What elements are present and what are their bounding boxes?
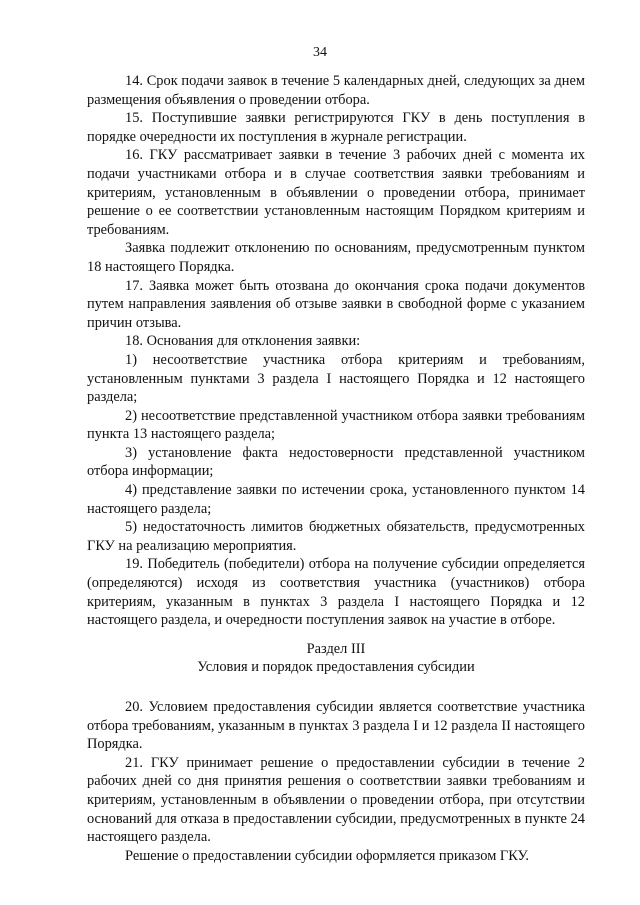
paragraph-17: 17. Заявка может быть отозвана до окончания срока подачи документов путем направления заявления об отзыве заявки в свободной форме с указанием причин отзыва. xyxy=(87,277,585,331)
section-label: Раздел III xyxy=(306,640,366,657)
paragraph-18-item-3: 3) установление факта недостоверности представленной участником отбора информации; xyxy=(87,444,585,480)
paragraph-18-item-5: 5) недостаточность лимитов бюджетных обязательств, предусмотренных ГКУ на реализацию мероприятия. xyxy=(87,519,585,554)
paragraph-15: 15. Поступившие заявки регистрируются ГКУ в день поступления в порядке очередности их поступления в журнале регистрации. xyxy=(87,110,585,145)
paragraph-18-item-1: 1) несоответствие участника отбора критериям и требованиям, установленным пунктами 3 раздела I настоящего Порядка и 12 настоящего раздела; xyxy=(87,351,585,406)
paragraph-18-item-4: 4) представление заявки по истечении срока, установленного пунктом 14 настоящего раздела; xyxy=(87,482,585,517)
paragraph-18-item-2: 2) несоответствие представленной участником отбора заявки требованиям пункта 13 настоящего раздела; xyxy=(87,407,585,443)
section-title-gap xyxy=(87,677,585,698)
paragraph-16-rejection-note: Заявка подлежит отклонению по основаниям, предусмотренным пунктом 18 настоящего Порядка. xyxy=(87,240,585,275)
paragraph-21: 21. ГКУ принимает решение о предоставлении субсидии в течение 2 рабочих дней со дня принятия решения о соответствии заявки требованиям и критериям, установленным в объявлении о проведении отбора, при отсутствии оснований для отказа в предоставлении субсидии, предусмотренных в пункте 24 настоящего раздела. xyxy=(87,754,585,846)
page-number: 34 xyxy=(313,45,327,60)
paragraph-21-decision-note: Решение о предоставлении субсидии оформляется приказом ГКУ. xyxy=(125,847,529,864)
section-spacer xyxy=(87,630,585,640)
paragraph-20: 20. Условием предоставления субсидии является соответствие участника отбора требованиям, указанным в пунктах 3 раздела I и 12 раздела II настоящего Порядка. xyxy=(87,699,585,753)
paragraph-14: 14. Срок подачи заявок в течение 5 календарных дней, следующих за днем размещения объявления о проведении отбора. xyxy=(87,73,585,108)
paragraph-19: 19. Победитель (победители) отбора на получение субсидии определяется (определяются) исходя из соответствия участника (участников) отбора критериям, указанным в пунктах 3 раздела I настоящего Порядка и 12 настоящего раздела, и очередности поступления заявок на участие в отборе. xyxy=(87,556,585,629)
section-title: Условия и порядок предоставления субсидии xyxy=(197,659,475,676)
document-body xyxy=(87,72,585,865)
paragraph-16: 16. ГКУ рассматривает заявки в течение 3 рабочих дней с момента их подачи участниками отбора и в случае соответствия заявки требованиям и критериям, установленным в объявлении о проведении отбора, принимает решение о ее соответствии установленным настоящим Порядком критериям и требованиям. xyxy=(87,147,585,238)
paragraph-18: 18. Основания для отклонения заявки: xyxy=(125,333,361,350)
